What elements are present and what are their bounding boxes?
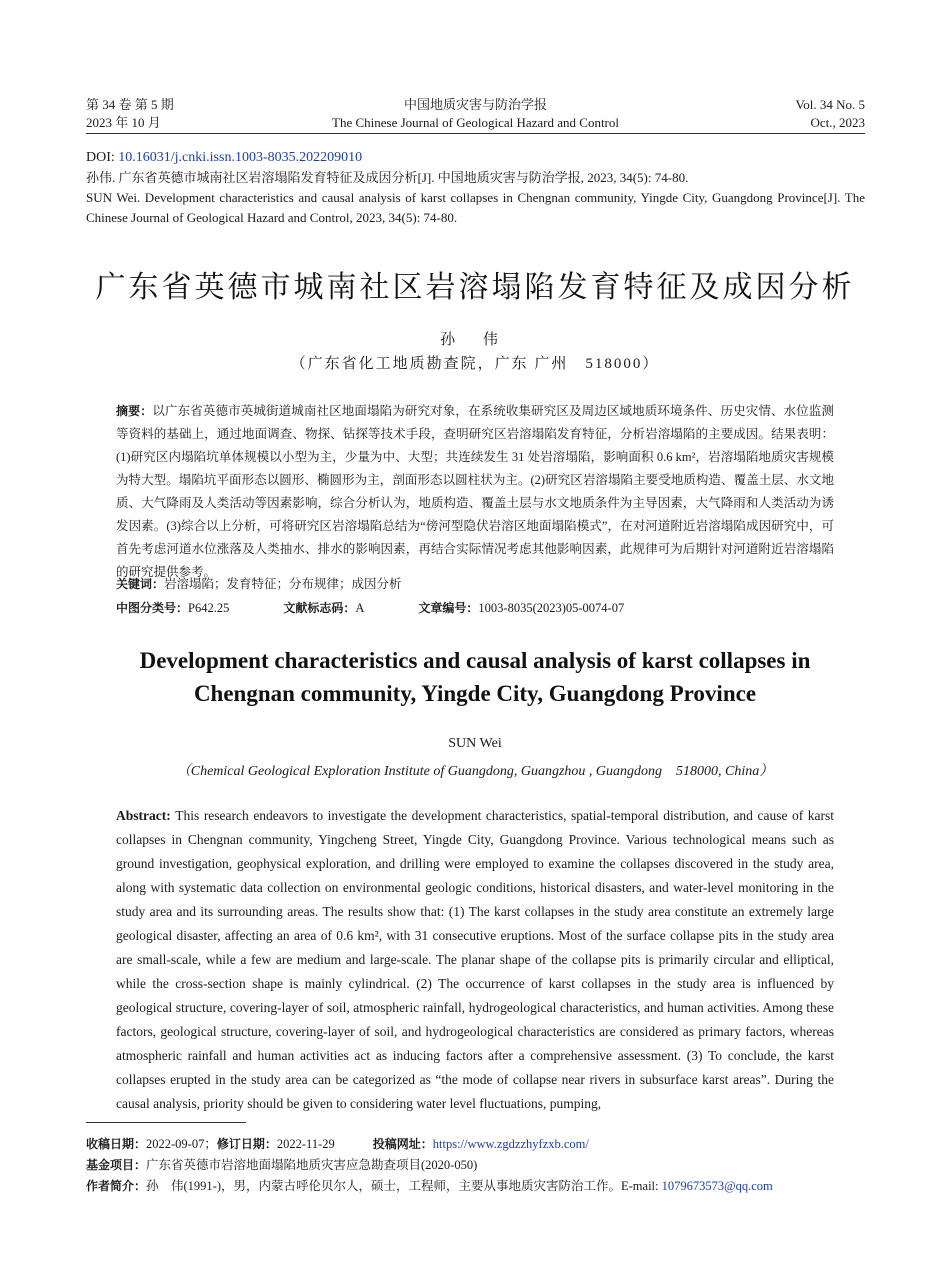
abstract-cn-text: 以广东省英德市英城街道城南社区地面塌陷为研究对象，在系统收集研究区及周边区域地质环境条件、历史灾情、水位监测等资料的基础上，通过地面调查、物探、钻探等技术手段，查明研究区岩溶塌陷发育特征，分析岩溶塌陷的主要成因。结果表明：(1)研究区内塌陷坑单体规模以小型为主，少量为中、大型；共连续发生 31 处岩溶塌陷，影响面积 0.6 km²，岩溶塌陷地质灾害规模为特大型。塌陷坑平面形态以圆形、椭圆形为主，剖面形态以圆柱状为主。(2)研究区岩溶塌陷主要受地质构造、覆盖土层、水文地质、大气降雨及人类活动等因素影响，综合分析认为，地质构造、覆盖土层与水文地质条件为主导因素，大气降雨和人类活动为诱发因素。(3)综合以上分析，可将研究区岩溶塌陷总结为“傍河型隐伏岩溶区地面塌陷模式”，在对河道附近岩溶塌陷成因研究中，可首先考虑河道水位涨落及人类抽水、排水的影响因素，再结合实际情况考虑其他影响因素，此规律可为后期针对河道附近岩溶塌陷的研究提供参考。	[116, 404, 834, 579]
revised-label: 修订日期：	[216, 1137, 277, 1151]
email-link[interactable]: 1079673573@qq.com	[661, 1179, 773, 1193]
abstract-en-text: This research endeavors to investigate the development characteristics, spatial-temporal distribution, and cause of karst collapses in Chengnan community, Yingcheng Street, Yingde City, Guangdong Province. Various technological means such as ground investigation, geophysical exploration, and drilling were employed to examine the collapses discovered in the study area, along with systematic data collection on environmental geologic conditions, historical disasters, and water-level monitoring in the study area and its surrounding areas. The results show that: (1) The karst collapses in the study area constitute an extremely large geological disaster, affecting an area of 0.6 km², with 31 consecutive eruptions. Most of the surface collapse pits in the study area are small-scale, while a few are medium and large-scale. The planar shape of the collapse pits is primarily circular and elliptical, while the cross-section shape is mainly cylindrical. (2) The occurrence of karst collapses in the study area is influenced by geological structure, covering-layer of soil, atmospheric rainfall, hydrogeological characteristics, and human activities. Among these factors, geological structure, covering-layer of soil, and hydrogeological characteristics are considered as primary factors, whereas atmospheric rainfall and human activities act as inducing factors after a comprehensive assessment. (3) To conclude, the karst collapses erupted in the study area can be categorized as “the mode of collapse near rivers in subsurface karst areas”. During the causal analysis, priority should be given to considering water level fluctuations, pumping,	[116, 808, 835, 1111]
title-en	[60, 644, 890, 710]
revised-value: 2022-11-29	[276, 1137, 335, 1151]
doi-line	[86, 148, 865, 168]
affiliation-en: （Chemical Geological Exploration Institute of Guangdong, Guangzhou , Guangdong 518000, China）	[176, 764, 774, 779]
doc-code-label: 文献标志码：	[283, 601, 356, 615]
abstract-cn-label: 摘要：	[116, 404, 153, 418]
fund-row	[86, 1155, 865, 1176]
title-cn: 广东省英德市城南社区岩溶塌陷发育特征及成因分析	[95, 270, 855, 305]
journal-name	[332, 96, 619, 132]
fund-value: 广东省英德市岩溶地面塌陷地质灾害应急勘查项目(2020-050)	[146, 1158, 478, 1172]
citation-en: SUN Wei. Development characteristics and causal analysis of karst collapses in Chengnan community, Yingde City, Guangdong Province[J]. The Chinese Journal of Geological Hazard and Control, 2023, 34(5): 74-80.	[86, 190, 865, 225]
volume-issue: 第 34 卷 第 5 期	[86, 97, 174, 112]
article-no-label: 文章编号：	[418, 601, 479, 615]
article-no-value: 1003-8035(2023)05-0074-07	[478, 601, 625, 615]
abstract-cn	[116, 400, 834, 584]
affiliation-cn: （广东省化工地质勘查院，广东 广州 518000）	[290, 356, 660, 372]
doc-code-value: A	[355, 601, 365, 615]
author-cn: 孙 伟	[440, 332, 510, 348]
issue-info	[86, 96, 174, 132]
footnote	[86, 1134, 865, 1197]
bio-label: 作者简介：	[86, 1179, 147, 1193]
volume-issue-en: Vol. 34 No. 5	[795, 97, 865, 112]
dates-row: 收稿日期：2022-09-07；修订日期：2022-11-29 投稿网址：https://www.zgdzzhyfzxb.com/	[86, 1137, 589, 1151]
issue-date-en: Oct., 2023	[810, 115, 865, 130]
doi-label: DOI:	[86, 150, 119, 165]
submission-link[interactable]: https://www.zgdzzhyfzxb.com/	[432, 1137, 589, 1151]
issue-date: 2023 年 10 月	[86, 115, 161, 130]
header-divider	[86, 133, 865, 134]
doi-link[interactable]: 10.16031/j.cnki.issn.1003-8035.202209010	[118, 150, 363, 165]
journal-name-en: The Chinese Journal of Geological Hazard and Control	[332, 115, 619, 130]
clc-value: P642.25	[188, 601, 230, 615]
citation-cn: 孙伟. 广东省英德市城南社区岩溶塌陷发育特征及成因分析[J]. 中国地质灾害与防治学报, 2023, 34(5): 74-80.	[86, 170, 689, 185]
keywords-cn-text: 岩溶塌陷；发育特征；分布规律；成因分析	[164, 577, 402, 591]
fund-label: 基金项目：	[86, 1158, 147, 1172]
received-label: 收稿日期：	[86, 1137, 147, 1151]
keywords-cn	[116, 574, 834, 594]
bio-row	[86, 1176, 865, 1197]
citation-block	[86, 148, 865, 228]
title-en-line1: Development characteristics and causal analysis of karst collapses in	[139, 648, 811, 673]
web-label: 投稿网址：	[372, 1137, 433, 1151]
classification-line	[116, 598, 834, 618]
clc-label: 中图分类号：	[116, 601, 189, 615]
received-value: 2022-09-07	[146, 1137, 205, 1151]
bio-value: 孙 伟(1991-)，男，内蒙古呼伦贝尔人，硕士，工程师，主要从事地质灾害防治工作。E-mail:	[146, 1179, 662, 1193]
issue-info-en	[796, 96, 865, 132]
abstract-en-label: Abstract:	[116, 808, 176, 823]
keywords-cn-label: 关键词：	[116, 577, 165, 591]
title-en-line2: Chengnan community, Yingde City, Guangdong Province	[193, 681, 757, 706]
author-en: SUN Wei	[448, 736, 502, 751]
running-header	[86, 96, 865, 132]
footnote-divider	[86, 1122, 246, 1123]
journal-name-cn: 中国地质灾害与防治学报	[403, 97, 547, 112]
abstract-en	[116, 804, 834, 1116]
